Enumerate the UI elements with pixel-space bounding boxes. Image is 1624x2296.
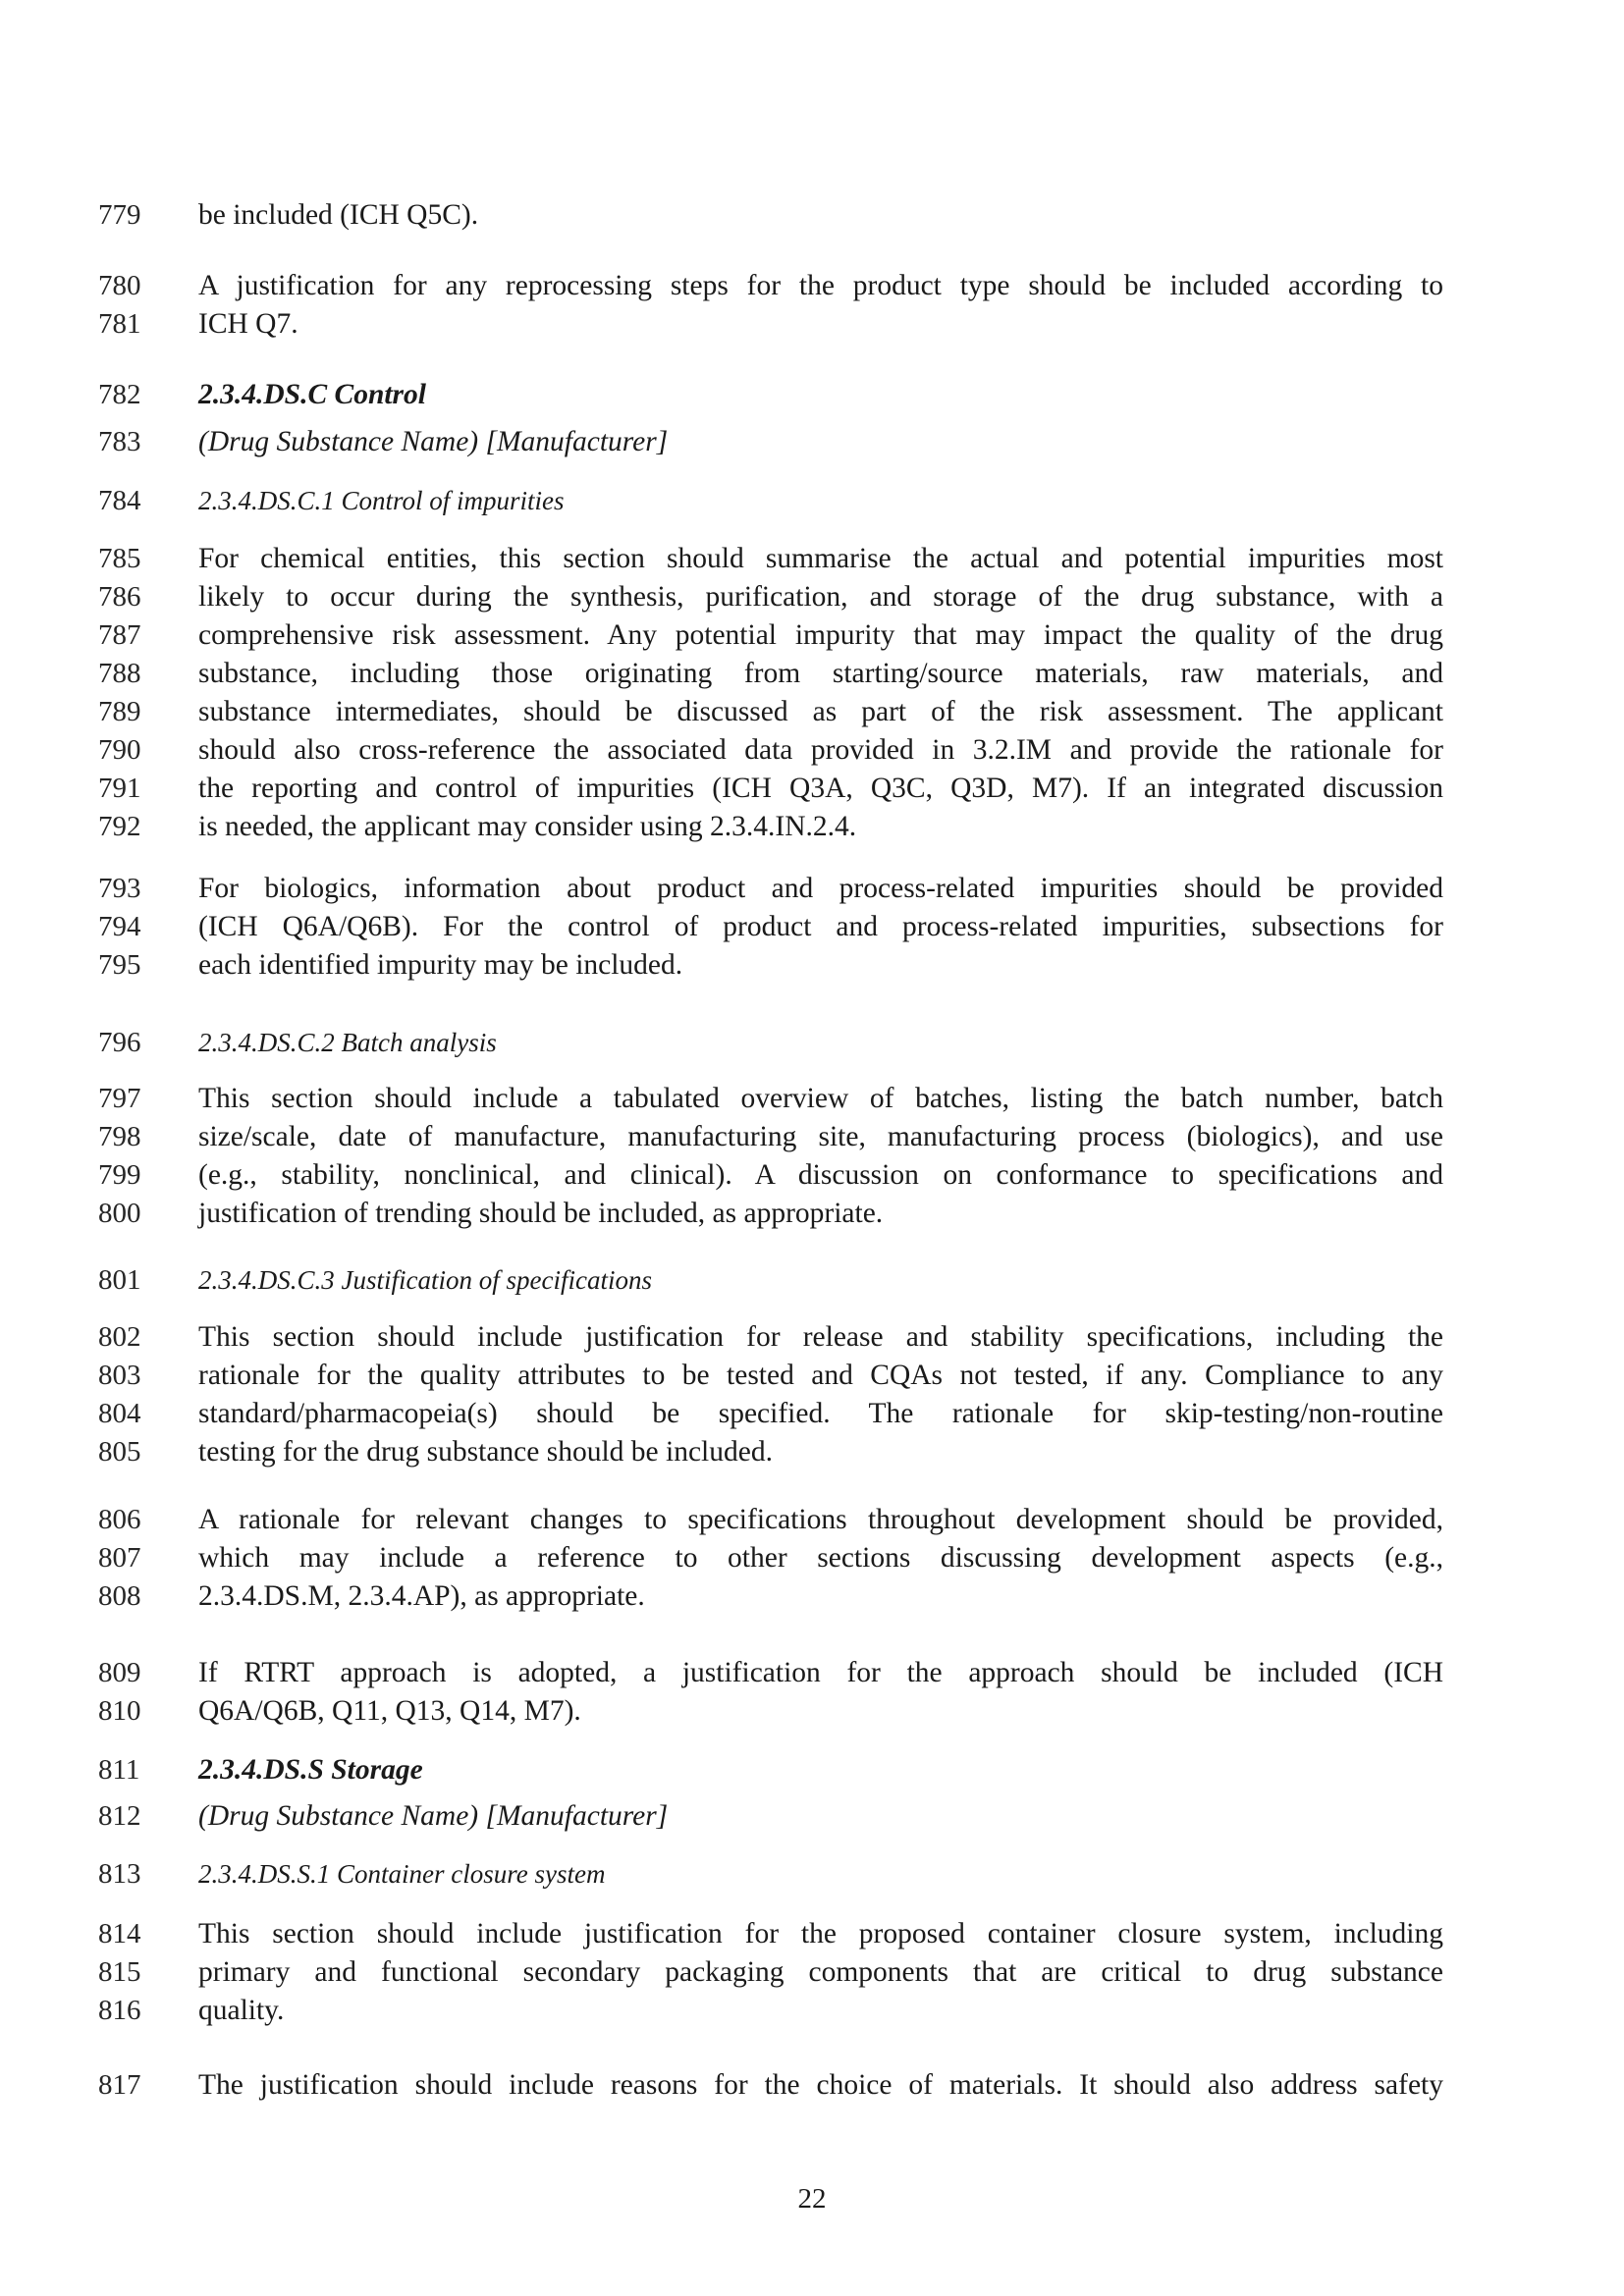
text-line: [0, 2066, 1624, 2105]
line-number: 803: [98, 1360, 141, 1391]
text-line: [0, 1992, 1624, 2030]
paragraph: [0, 267, 1624, 344]
line-number: 784: [98, 485, 141, 516]
paragraph: [0, 1751, 1624, 1789]
line-text: This section should include justification for the proposed container closure system, including: [198, 1918, 1443, 1949]
line-text: A rationale for relevant changes to specifications throughout development should be provided,: [198, 1504, 1443, 1535]
line-number: 785: [98, 543, 141, 574]
text-line: [0, 1195, 1624, 1233]
text-line: [0, 376, 1624, 414]
line-number: 816: [98, 1995, 141, 2026]
line-number: 802: [98, 1321, 141, 1353]
line-text: 2.3.4.DS.M, 2.3.4.AP), as appropriate.: [198, 1580, 645, 1612]
line-text: comprehensive risk assessment. Any potential impurity that may impact the quality of the drug: [198, 619, 1443, 651]
line-text: which may include a reference to other sections discussing development aspects (e.g.,: [198, 1542, 1443, 1574]
line-number: 783: [98, 426, 141, 457]
text-line: [0, 1261, 1624, 1300]
line-text: quality.: [198, 1995, 285, 2026]
text-line: [0, 1953, 1624, 1992]
line-text: likely to occur during the synthesis, purification, and storage of the drug substance, with a: [198, 581, 1443, 613]
paragraph: [0, 1261, 1624, 1300]
line-text: Q6A/Q6B, Q11, Q13, Q14, M7).: [198, 1695, 581, 1727]
text-line: [0, 1357, 1624, 1395]
page-number: 22: [797, 2183, 827, 2215]
line-number: 817: [98, 2069, 141, 2101]
section-heading: 2.3.4.DS.C.2 Batch analysis: [198, 1028, 497, 1057]
line-text: rationale for the quality attributes to be tested and CQAs not tested, if any. Compliance to any: [198, 1360, 1443, 1391]
text-line: [0, 1318, 1624, 1357]
line-text: (e.g., stability, nonclinical, and clinical). A discussion on conformance to specifications and: [198, 1159, 1443, 1191]
text-line: [0, 1751, 1624, 1789]
line-number: 798: [98, 1121, 141, 1152]
text-line: [0, 1577, 1624, 1616]
text-line: [0, 808, 1624, 846]
text-line: [0, 196, 1624, 235]
line-number: 808: [98, 1580, 141, 1612]
line-number: 786: [98, 581, 141, 613]
line-number: 782: [98, 379, 141, 410]
line-text: For biologics, information about product and process-related impurities should be provided: [198, 873, 1443, 904]
section-heading: 2.3.4.DS.S.1 Container closure system: [198, 1859, 606, 1889]
line-text: justification of trending should be included, as appropriate.: [198, 1198, 884, 1229]
line-text: The justification should include reasons for the choice of materials. It should also address safety: [198, 2069, 1443, 2101]
line-number: 796: [98, 1027, 141, 1058]
line-number: 799: [98, 1159, 141, 1191]
line-number: 807: [98, 1542, 141, 1574]
section-heading: (Drug Substance Name) [Manufacturer]: [198, 426, 669, 457]
line-text: be included (ICH Q5C).: [198, 199, 479, 231]
text-line: [0, 1797, 1624, 1836]
text-line: [0, 482, 1624, 520]
line-number: 804: [98, 1398, 141, 1429]
text-line: [0, 908, 1624, 946]
text-line: [0, 1395, 1624, 1433]
paragraph: [0, 196, 1624, 235]
line-number: 780: [98, 270, 141, 301]
line-text: A justification for any reprocessing steps for the product type should be included according to: [198, 270, 1443, 301]
text-line: [0, 770, 1624, 808]
paragraph: [0, 870, 1624, 985]
line-text: primary and functional secondary packaging components that are critical to drug substance: [198, 1956, 1443, 1988]
text-line: [0, 1539, 1624, 1577]
text-line: [0, 693, 1624, 731]
line-number: 779: [98, 199, 141, 231]
line-number: 800: [98, 1198, 141, 1229]
line-number: 806: [98, 1504, 141, 1535]
paragraph: [0, 1080, 1624, 1233]
text-line: [0, 1080, 1624, 1118]
line-number: 797: [98, 1083, 141, 1114]
text-line: [0, 731, 1624, 770]
line-text: (ICH Q6A/Q6B). For the control of product and process-related impurities, subsections for: [198, 911, 1443, 942]
text-line: [0, 423, 1624, 461]
text-line: [0, 1501, 1624, 1539]
section-heading: 2.3.4.DS.C.1 Control of impurities: [198, 486, 565, 515]
line-number: 811: [98, 1754, 140, 1786]
text-line: [0, 616, 1624, 655]
line-number: 812: [98, 1800, 141, 1832]
text-line: [0, 1855, 1624, 1894]
text-line: [0, 1915, 1624, 1953]
text-line: [0, 946, 1624, 985]
line-number: 810: [98, 1695, 141, 1727]
line-text: testing for the drug substance should be included.: [198, 1436, 773, 1468]
line-number: 792: [98, 811, 141, 842]
line-text: the reporting and control of impurities (ICH Q3A, Q3C, Q3D, M7). If an integrated discussion: [198, 773, 1443, 804]
line-number: 793: [98, 873, 141, 904]
line-number: 805: [98, 1436, 141, 1468]
section-heading: (Drug Substance Name) [Manufacturer]: [198, 1800, 669, 1832]
text-line: [0, 870, 1624, 908]
line-text: If RTRT approach is adopted, a justification for the approach should be included (ICH: [198, 1657, 1443, 1688]
text-line: [0, 578, 1624, 616]
paragraph: [0, 1654, 1624, 1731]
line-number: 813: [98, 1858, 141, 1890]
line-number: 809: [98, 1657, 141, 1688]
paragraph: [0, 1501, 1624, 1616]
line-text: substance, including those originating from starting/source materials, raw materials, and: [198, 658, 1443, 689]
line-number: 787: [98, 619, 141, 651]
text-line: [0, 305, 1624, 344]
line-number: 795: [98, 949, 141, 981]
line-number: 794: [98, 911, 141, 942]
paragraph: [0, 423, 1624, 461]
line-text: This section should include a tabulated overview of batches, listing the batch number, batch: [198, 1083, 1443, 1114]
line-number: 781: [98, 308, 141, 340]
line-text: This section should include justification for release and stability specifications, including the: [198, 1321, 1443, 1353]
line-text: For chemical entities, this section should summarise the actual and potential impurities most: [198, 543, 1443, 574]
line-text: size/scale, date of manufacture, manufacturing site, manufacturing process (biologics), and use: [198, 1121, 1443, 1152]
line-number: 814: [98, 1918, 141, 1949]
text-line: [0, 655, 1624, 693]
line-number: 791: [98, 773, 141, 804]
section-heading: 2.3.4.DS.C Control: [198, 379, 426, 410]
text-line: [0, 1118, 1624, 1156]
line-text: each identified impurity may be included.: [198, 949, 683, 981]
line-number: 790: [98, 734, 141, 766]
paragraph: [0, 1915, 1624, 2030]
text-line: [0, 1692, 1624, 1731]
line-number: 789: [98, 696, 141, 727]
text-line: [0, 1654, 1624, 1692]
text-line: [0, 1433, 1624, 1471]
paragraph: [0, 1855, 1624, 1894]
line-number: 788: [98, 658, 141, 689]
line-text: is needed, the applicant may consider using 2.3.4.IN.2.4.: [198, 811, 857, 842]
text-line: [0, 267, 1624, 305]
text-line: [0, 540, 1624, 578]
paragraph: [0, 2066, 1624, 2105]
paragraph: [0, 540, 1624, 846]
line-text: standard/pharmacopeia(s) should be specified. The rationale for skip-testing/non-routine: [198, 1398, 1443, 1429]
line-text: should also cross-reference the associated data provided in 3.2.IM and provide the rationale for: [198, 734, 1443, 766]
paragraph: [0, 376, 1624, 414]
line-number: 815: [98, 1956, 141, 1988]
paragraph: [0, 1797, 1624, 1836]
text-line: [0, 1156, 1624, 1195]
text-line: [0, 1024, 1624, 1062]
line-text: substance intermediates, should be discussed as part of the risk assessment. The applicant: [198, 696, 1443, 727]
paragraph: [0, 1024, 1624, 1062]
section-heading: 2.3.4.DS.S Storage: [198, 1754, 423, 1786]
line-number: 801: [98, 1264, 141, 1296]
paragraph: [0, 482, 1624, 520]
paragraph: [0, 1318, 1624, 1471]
line-text: ICH Q7.: [198, 308, 298, 340]
section-heading: 2.3.4.DS.C.3 Justification of specifications: [198, 1265, 652, 1295]
